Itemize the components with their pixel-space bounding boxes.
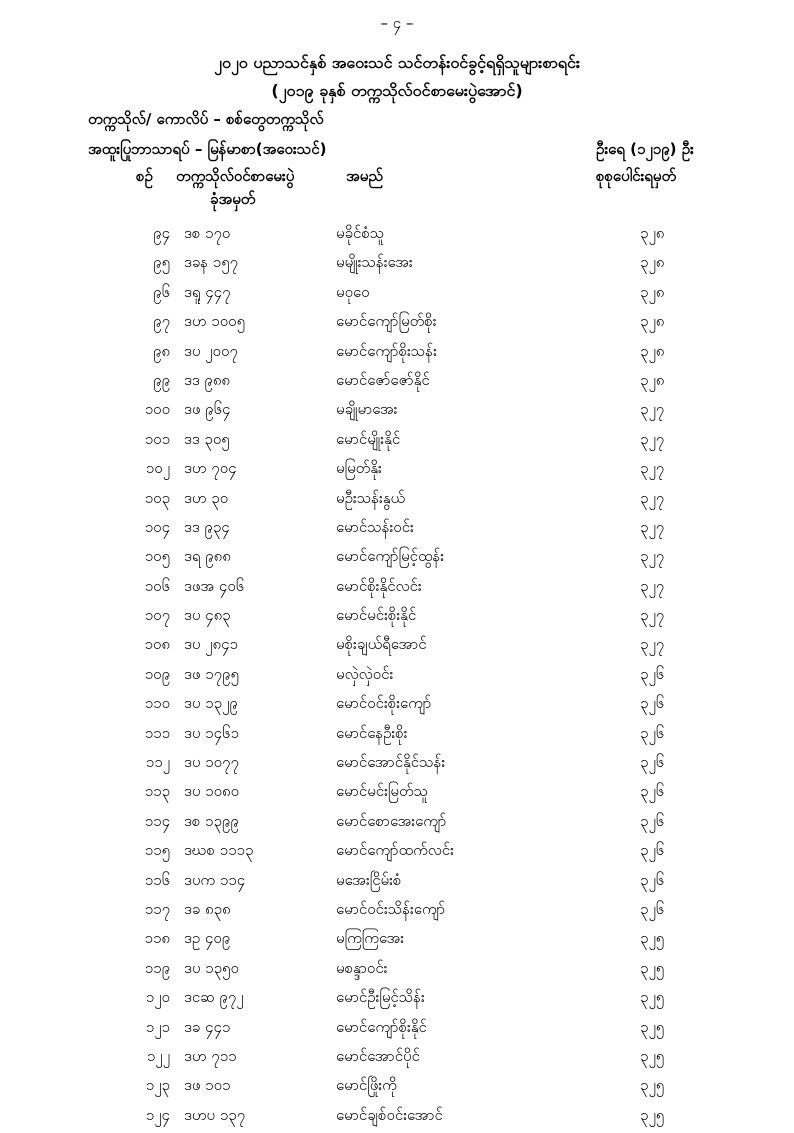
table-row — [0, 692, 794, 721]
header-roll-number-line2: ခုံအမှတ် — [210, 190, 256, 208]
roll-number: ဒစ ၁၃၉၉ — [184, 811, 239, 830]
student-name: မောင်ကျော်မြင့်ထွန်း — [336, 547, 445, 566]
page-number: – ၄ – — [380, 14, 414, 32]
table-row — [0, 398, 794, 427]
total-score: ၃၂၆ — [640, 664, 665, 683]
table-row — [0, 1045, 794, 1074]
table-row — [0, 369, 794, 398]
student-name: မဝုဝေ — [336, 282, 370, 301]
total-score: ၃၂၇ — [640, 459, 665, 478]
total-score: ၃၂၅ — [640, 958, 665, 977]
total-score: ၃၂၈ — [640, 253, 665, 272]
roll-number: ဒဃစ ၁၁၁၃ — [184, 841, 254, 860]
student-name: မောင်စိုးနိုင်လင်း — [336, 576, 422, 595]
roll-number: ဒဟ ၇၁၁ — [184, 1046, 237, 1065]
total-score: ၃၂၇ — [640, 635, 665, 654]
table-row — [0, 1074, 794, 1103]
header-name: အမည် — [346, 167, 383, 185]
roll-number: ဒပ ၁၄၆၁ — [184, 723, 239, 742]
total-score: ၃၂၈ — [640, 370, 665, 389]
student-name: မအေးငြိမ်းစံ — [336, 870, 402, 889]
row-number: ၁၂၄ — [145, 1105, 170, 1124]
row-number: ၁၁၄ — [144, 811, 170, 830]
table-row — [0, 222, 794, 251]
table-row — [0, 545, 794, 574]
table-row — [0, 780, 794, 809]
row-number: ၁၂၂ — [146, 1046, 170, 1065]
student-name: မောင်ကျော်စိုးနိုင် — [336, 1017, 427, 1036]
total-score: ၃၂၆ — [640, 811, 665, 830]
student-name: မောင်အောင်ပိုင် — [336, 1046, 420, 1065]
table-row — [0, 986, 794, 1015]
roll-number: ဒဖ ၉၆၄ — [184, 400, 231, 419]
row-number: ၁၁၂ — [145, 753, 170, 772]
student-name: မောင်ဇော်ဇော်နိုင် — [336, 370, 430, 389]
row-number: ၁၀၁ — [144, 429, 170, 448]
row-number: ၉၇ — [153, 312, 170, 331]
student-name: မောင်ဝင်းသိန်းကျော် — [336, 899, 446, 918]
total-score: ၃၂၆ — [640, 870, 665, 889]
row-number: ၉၉ — [153, 370, 170, 389]
student-name: မောင်ဝင်းစိုးကျော် — [336, 694, 432, 713]
total-score: ၃၂၈ — [640, 224, 665, 242]
total-score: ၃၂၆ — [640, 841, 665, 860]
student-name: မောင်ဖြိုးကို — [336, 1076, 397, 1095]
document-subtitle: (၂၀၁၉ ခုနှစ် တက္ကသိုလ်ဝင်စာမေးပွဲအောင်) — [271, 81, 523, 100]
row-number: ၁၁၁ — [144, 723, 170, 742]
row-number: ၉၆ — [153, 282, 170, 301]
roll-number: ဒဖ ၁၀၁ — [184, 1076, 231, 1095]
row-number: ၁၁၉ — [144, 958, 170, 977]
roll-number: ဒခ ၄၄၁ — [184, 1017, 231, 1036]
row-number: ၁၀၆ — [144, 576, 170, 595]
row-number: ၁၁၅ — [144, 841, 170, 860]
row-number: ၁၀၃ — [144, 488, 170, 507]
table-row — [0, 251, 794, 280]
student-name: မောင်ကျော်ထက်လင်း — [336, 841, 454, 860]
cutoff-marks-label: ဦးရေ (၁၂၁၉) ဦး — [596, 140, 694, 158]
student-name: မစိုးချယ်ရီအောင် — [336, 635, 427, 654]
row-number: ၁၀၄ — [144, 517, 170, 536]
roll-number: ဒဟ ၇၀၄ — [184, 459, 237, 478]
student-name: မောင်မင်းမြတ်သူ — [336, 782, 429, 801]
total-score: ၃၂၇ — [640, 488, 665, 507]
roll-number: ဒဒ ၃၀၅ — [184, 429, 230, 448]
total-score: ၃၂၅ — [640, 929, 665, 948]
total-score: ၃၂၇ — [640, 606, 665, 625]
table-row — [0, 810, 794, 839]
results-table — [0, 222, 794, 1133]
table-row — [0, 310, 794, 339]
row-number: ၁၀၈ — [144, 635, 170, 654]
total-score: ၃၂၇ — [640, 400, 665, 419]
student-name: မဦးသန်းနွယ် — [336, 488, 406, 507]
roll-number: ဒဒ ၉၈၈ — [184, 370, 230, 389]
row-number: ၁၁၃ — [144, 782, 170, 801]
roll-number: ဒပက ၁၁၄ — [184, 870, 246, 889]
total-score: ၃၂၅ — [640, 988, 665, 1007]
total-score: ၃၂၅ — [640, 1076, 665, 1095]
row-number: ၁၁၆ — [144, 870, 170, 889]
total-score: ၃၂၆ — [640, 753, 665, 772]
row-number: ၁၁၀ — [144, 694, 170, 713]
total-score: ၃၂၇ — [640, 429, 665, 448]
roll-number: ဒဟ ၃၀ — [184, 488, 229, 507]
roll-number: ဒပ ၁၃၂၉ — [184, 694, 238, 713]
student-name: မလှဲလှဲဝင်း — [336, 664, 394, 683]
student-name: မောင်မျိုးနိုင် — [336, 429, 401, 448]
row-number: ၁၀၂ — [145, 459, 170, 478]
table-row — [0, 898, 794, 927]
document-title: ၂၀၂၀ ပညာသင်နှစ် အဝေးသင် သင်တန်းဝင်ခွင့်ရရှိသူများစာရင်း — [214, 53, 580, 72]
table-row — [0, 487, 794, 516]
table-row — [0, 722, 794, 751]
table-row — [0, 663, 794, 692]
row-number: ၁၁၈ — [144, 929, 170, 948]
table-row — [0, 575, 794, 604]
table-row — [0, 281, 794, 310]
table-row — [0, 340, 794, 369]
university-label: တက္ကသိုလ်/ ကောလိပ် – စစ်တွေတက္ကသိုလ် — [88, 110, 324, 128]
header-no: စဉ် — [136, 167, 153, 185]
row-number: ၉၅ — [153, 253, 170, 272]
roll-number: ဒခန ၁၅၇ — [184, 253, 239, 272]
roll-number: ဒဒ ၉၃၄ — [184, 517, 230, 536]
student-name: မမြတ်နိုး — [336, 459, 382, 478]
student-name: မောင်သန်းဝင်း — [336, 517, 414, 536]
row-number: ၁၀၉ — [144, 664, 170, 683]
roll-number: ဒဖ ၁၇၉၅ — [184, 664, 239, 683]
total-score: ၃၂၆ — [640, 723, 665, 742]
total-score: ၃၂၇ — [640, 547, 665, 566]
row-number: ၁၀၇ — [144, 606, 170, 625]
student-name: မောင်ကျော်မြတ်စိုး — [336, 312, 437, 331]
student-name: မောင်စောအေးကျော် — [336, 811, 447, 830]
roll-number: ဒဟ ၁၀၀၅ — [184, 312, 246, 331]
table-row — [0, 869, 794, 898]
total-score: ၃၂၆ — [640, 694, 665, 713]
student-name: မကြကြအေး — [336, 929, 405, 948]
table-row — [0, 457, 794, 486]
student-name: မောင်အောင်နိုင်သန်း — [336, 753, 446, 772]
roll-number: ဒရ ၉၈၈ — [184, 547, 231, 566]
roll-number: ဒပ ၁၃၅၀ — [184, 958, 239, 977]
table-row — [0, 604, 794, 633]
roll-number: ဒပ ၁၀၇၇ — [184, 753, 239, 772]
table-row — [0, 1104, 794, 1133]
row-number: ၉၄ — [153, 224, 170, 242]
roll-number: ဒပ ၁၀၈၀ — [184, 782, 240, 801]
student-name: မောင်ချစ်ဝင်းအောင် — [336, 1105, 443, 1124]
student-name: မောင်မင်းစိုးနိုင် — [336, 606, 417, 625]
table-row — [0, 633, 794, 662]
total-score: ၃၂၅ — [640, 1105, 665, 1124]
student-name: မစန္ဒာဝင်း — [336, 958, 388, 977]
roll-number: ဒဖအ ၄၀၆ — [184, 576, 245, 595]
student-name: မောင်ကျော်စိုးသန်း — [336, 341, 437, 360]
header-roll-number: တက္ကသိုလ်ဝင်စာမေးပွဲ — [176, 167, 295, 185]
table-row — [0, 839, 794, 868]
row-number: ၁၂၃ — [145, 1076, 170, 1095]
total-score: ၃၂၅ — [640, 1046, 665, 1065]
roll-number: ဒပ ၂၈၄၁ — [184, 635, 238, 654]
total-score: ၃၂၈ — [640, 312, 665, 331]
student-name: မောင်နေဦးစိုး — [336, 723, 408, 742]
header-total-marks: စုစုပေါင်းရမှတ် — [596, 167, 677, 185]
roll-number: ဒဟပ ၁၃၇ — [184, 1105, 246, 1124]
student-name: မခိုင်စံသူ — [336, 224, 385, 242]
table-row — [0, 751, 794, 780]
roll-number: ဒခ ၈၃၈ — [184, 899, 231, 918]
roll-number: ဒစ ၁၇၀ — [184, 224, 231, 242]
student-name: မချိုမာအေး — [336, 400, 398, 419]
major-label: အထူးပြုဘာသာရပ် – မြန်မာစာ(အဝေးသင်) — [88, 140, 327, 158]
roll-number: ဒငဆ ၉၇၂ — [184, 988, 244, 1007]
row-number: ၁၂၁ — [145, 1017, 170, 1036]
row-number: ၁၀၅ — [144, 547, 170, 566]
roll-number: ဒဥ ၄၀၉ — [184, 929, 231, 948]
table-row — [0, 957, 794, 986]
roll-number: ဒရူ ၄၄၇ — [184, 282, 231, 301]
table-row — [0, 428, 794, 457]
student-name: မောင်ဦးမြင့်သိန်း — [336, 988, 425, 1007]
total-score: ၃၂၈ — [640, 282, 665, 301]
total-score: ၃၂၈ — [640, 341, 665, 360]
row-number: ၁၀၀ — [144, 400, 170, 419]
roll-number: ဒပ ၂၀၀၇ — [184, 341, 238, 360]
total-score: ၃၂၅ — [640, 1017, 665, 1036]
total-score: ၃၂၆ — [640, 899, 665, 918]
total-score: ၃၂၆ — [640, 782, 665, 801]
table-row — [0, 516, 794, 545]
row-number: ၉၈ — [152, 341, 170, 360]
student-name: မမျိုးသန်းအေး — [336, 253, 413, 272]
table-row — [0, 927, 794, 956]
total-score: ၃၂၇ — [640, 576, 665, 595]
roll-number: ဒပ ၄၈၃ — [184, 606, 231, 625]
table-row — [0, 1016, 794, 1045]
row-number: ၁၁၇ — [144, 899, 170, 918]
row-number: ၁၂၀ — [145, 988, 170, 1007]
total-score: ၃၂၇ — [640, 517, 665, 536]
